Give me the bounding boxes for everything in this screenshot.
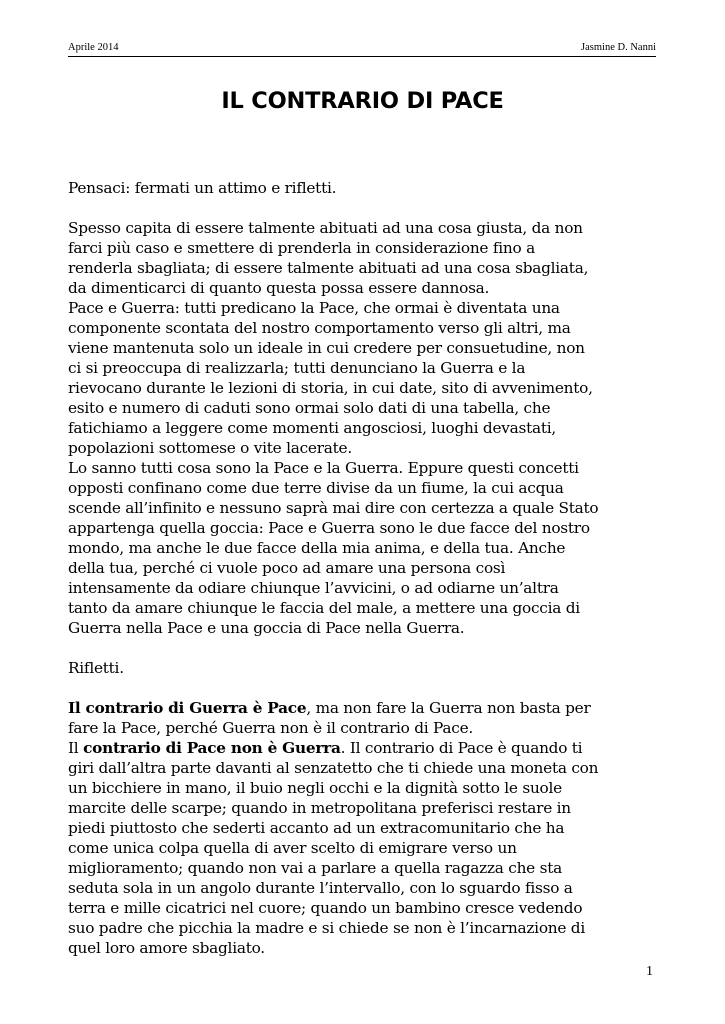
paragraph-2: [68, 698, 658, 958]
text-line: da dimenticarci di quanto questa possa essere dannosa.: [68, 279, 490, 297]
text-line: scende all’infinito e nessuno saprà mai dire con certezza a quale Stato: [68, 499, 599, 517]
text-line: fatichiamo a leggere come momenti angosciosi, luoghi devastati,: [68, 419, 557, 437]
document-title: IL CONTRARIO DI PACE: [221, 88, 504, 114]
text-line: un bicchiere in mano, il buio negli occhi e la dignità sotto le suole: [68, 779, 562, 797]
text-line: Guerra nella Pace e una goccia di Pace nella Guerra.: [68, 619, 465, 637]
text-line: terra e mille cicatrici nel cuore; quando un bambino cresce vedendo: [68, 899, 583, 917]
text-line: della tua, perché ci vuole poco ad amare una persona così: [68, 559, 506, 577]
intro-line: Pensaci: fermati un attimo e rifletti.: [68, 179, 337, 197]
text-line: tanto da amare chiunque le faccia del male, a mettere una goccia di: [68, 599, 580, 617]
header-date: Aprile 2014: [68, 42, 119, 53]
text-line: Spesso capita di essere talmente abituati ad una cosa giusta, da non: [68, 219, 583, 237]
text-line: Lo sanno tutti cosa sono la Pace e la Guerra. Eppure questi concetti: [68, 459, 579, 477]
text-line: quel loro amore sbagliato.: [68, 939, 265, 957]
text-line: seduta sola in un angolo durante l’intervallo, con lo sguardo fisso a: [68, 879, 573, 897]
text-line: mondo, ma anche le due facce della mia anima, e della tua. Anche: [68, 539, 566, 557]
text-fragment: Il: [68, 739, 84, 757]
bold-phrase: contrario di Pace non è Guerra: [83, 739, 341, 757]
bold-phrase: Il contrario di Guerra è Pace: [68, 699, 307, 717]
text-line: popolazioni sottomese o vite lacerate.: [68, 439, 352, 457]
page-header: [68, 42, 656, 57]
text-line: piedi piuttosto che sederti accanto ad un extracomunitario che ha: [68, 819, 565, 837]
text-line: Pace e Guerra: tutti predicano la Pace, che ormai è diventata una: [68, 299, 560, 317]
page-number: 1: [646, 964, 653, 979]
rifletti-line: Rifletti.: [68, 659, 124, 677]
text-line: intensamente da odiare chiunque l’avvicini, o ad odiarne un’altra: [68, 579, 559, 597]
text-line: fare la Pace, perché Guerra non è il contrario di Pace.: [68, 719, 474, 737]
text-line: [68, 738, 658, 758]
text-line: opposti confinano come due terre divise da un fiume, la cui acqua: [68, 479, 564, 497]
text-line: esito e numero di caduti sono ormai solo dati di una tabella, che: [68, 399, 551, 417]
text-line: ci si preoccupa di realizzarla; tutti denunciano la Guerra e la: [68, 359, 526, 377]
text-line: rievocano durante le lezioni di storia, in cui date, sito di avvenimento,: [68, 379, 593, 397]
text-line: [68, 698, 658, 718]
text-line: appartenga quella goccia: Pace e Guerra sono le due facce del nostro: [68, 519, 590, 537]
text-line: come unica colpa quella di aver scelto di emigrare verso un: [68, 839, 517, 857]
text-line: giri dall’altra parte davanti al senzatetto che ti chiede una moneta con: [68, 759, 599, 777]
text-line: marcite delle scarpe; quando in metropolitana preferisci restare in: [68, 799, 571, 817]
text-line: farci più caso e smettere di prenderla in considerazione fino a: [68, 239, 535, 257]
header-author: Jasmine D. Nanni: [581, 42, 656, 53]
document-body: [68, 178, 658, 958]
text-fragment: , ma non fare la Guerra non basta per: [306, 699, 591, 717]
text-line: renderla sbagliata; di essere talmente abituati ad una cosa sbagliata,: [68, 259, 589, 277]
paragraph-1: [68, 218, 658, 638]
text-line: suo padre che picchia la madre e si chiede se non è l’incarnazione di: [68, 919, 585, 937]
text-line: viene mantenuta solo un ideale in cui credere per consuetudine, non: [68, 339, 585, 357]
text-fragment: . Il contrario di Pace è quando ti: [340, 739, 583, 757]
text-line: componente scontata del nostro comportamento verso gli altri, ma: [68, 319, 571, 337]
text-line: miglioramento; quando non vai a parlare a quella ragazza che sta: [68, 859, 562, 877]
